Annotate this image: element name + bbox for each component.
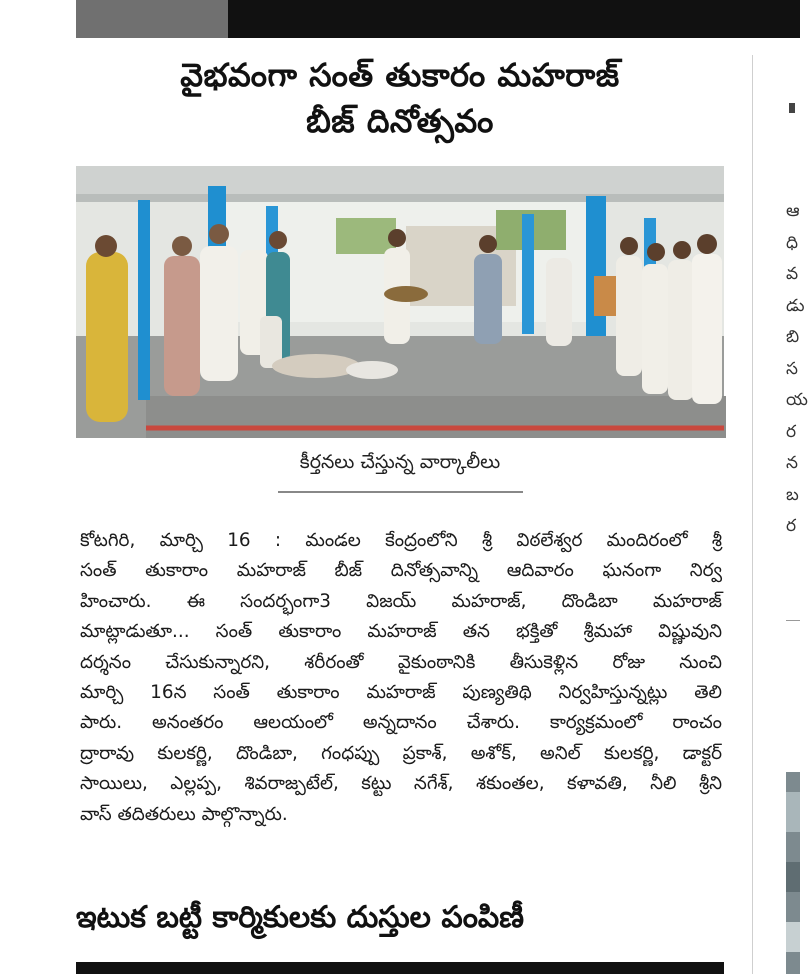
right-fragment-char: ధి	[786, 232, 799, 253]
right-fragment-char: ర	[786, 516, 797, 536]
article-photo	[76, 166, 724, 438]
right-fragment-char: ఆ	[786, 201, 800, 221]
body-line: వాస్ తదితరులు పాల్గొన్నారు.	[80, 803, 288, 825]
caption-underline	[278, 491, 523, 493]
body-line: సంత్ తుకారాం మహరాజ్ బీజ్ దినోత్సవాన్ని ఆదివారం ఘనంగా నిర్వ	[80, 560, 722, 582]
right-column-photo-fragment	[786, 772, 800, 974]
body-line: హించారు. ఈ సందర్భంగా3 విజయ్ మహరాజ్, దొండిబా మహరాజ్	[80, 590, 722, 612]
headline-line-2: బీజ్ దినోత్సవం	[306, 102, 494, 140]
right-fragment-char: బ	[786, 484, 799, 505]
next-article-photo-edge	[76, 962, 724, 974]
right-fragment-char: ర	[786, 421, 797, 442]
right-fragment-char: వ	[786, 264, 799, 284]
headline-line-1: వైభవంగా సంత్ తుకారం మహరాజ్	[180, 56, 620, 94]
body-line: మార్చి 16న సంత్ తుకారాం మహరాజ్ పుణ్యతిథి నిర్వహిస్తున్నట్లు తెలి	[80, 682, 722, 704]
body-line: దర్శనం చేసుకున్నారని, శరీరంతో వైకుంఠానికి తీసుకెళ్లిన రోజు నుంచి	[80, 651, 722, 673]
right-fragment-char: న	[786, 453, 798, 473]
right-fragment-char: డు	[786, 295, 805, 316]
header-bar-dark	[228, 0, 800, 38]
body-line: పారు. అనంతరం ఆలయంలో అన్నదానం చేశారు. కార్యక్రమంలో రాంచం	[80, 712, 722, 734]
body-line: ద్రారావు కులకర్ణి, దొండిబా, గంధప్పు ప్రకాశ్, అశోక్, అనిల్ కులకర్ణి, డాక్టర్	[80, 742, 722, 764]
right-column-rule	[786, 620, 800, 621]
right-column-headline-fragment	[787, 100, 800, 114]
header-bar-gray	[76, 0, 228, 38]
right-fragment-char: బి	[786, 327, 800, 347]
body-line: మాట్లాడుతూ... సంత్ తుకారాం మహరాజ్ తన భక్తితో శ్రీమహా విష్ణువుని	[80, 621, 722, 643]
column-divider	[752, 55, 753, 974]
next-article-headline: ఇటుక బట్టీ కార్మికులకు దుస్తుల పంపిణీ	[76, 900, 525, 935]
body-line: సాయిలు, ఎల్లప్ప, శివరాజ్పటేల్, కట్టు నగేశ్, శకుంతల, కళావతి, నీలి శ్రీని	[80, 773, 722, 795]
photo-caption: కీర్తనలు చేస్తున్న వార్కాలీలు	[299, 451, 501, 473]
body-line: కోటగిరి, మార్చి 16 : మండల కేంద్రంలోని శ్రీ విఠలేశ్వర మందిరంలో శ్రీ	[80, 530, 722, 551]
right-fragment-char: స	[786, 358, 798, 379]
right-fragment-char: య	[786, 390, 808, 410]
right-column-text-fragment	[786, 196, 808, 543]
article-headline	[76, 52, 724, 144]
article-body	[80, 526, 722, 830]
